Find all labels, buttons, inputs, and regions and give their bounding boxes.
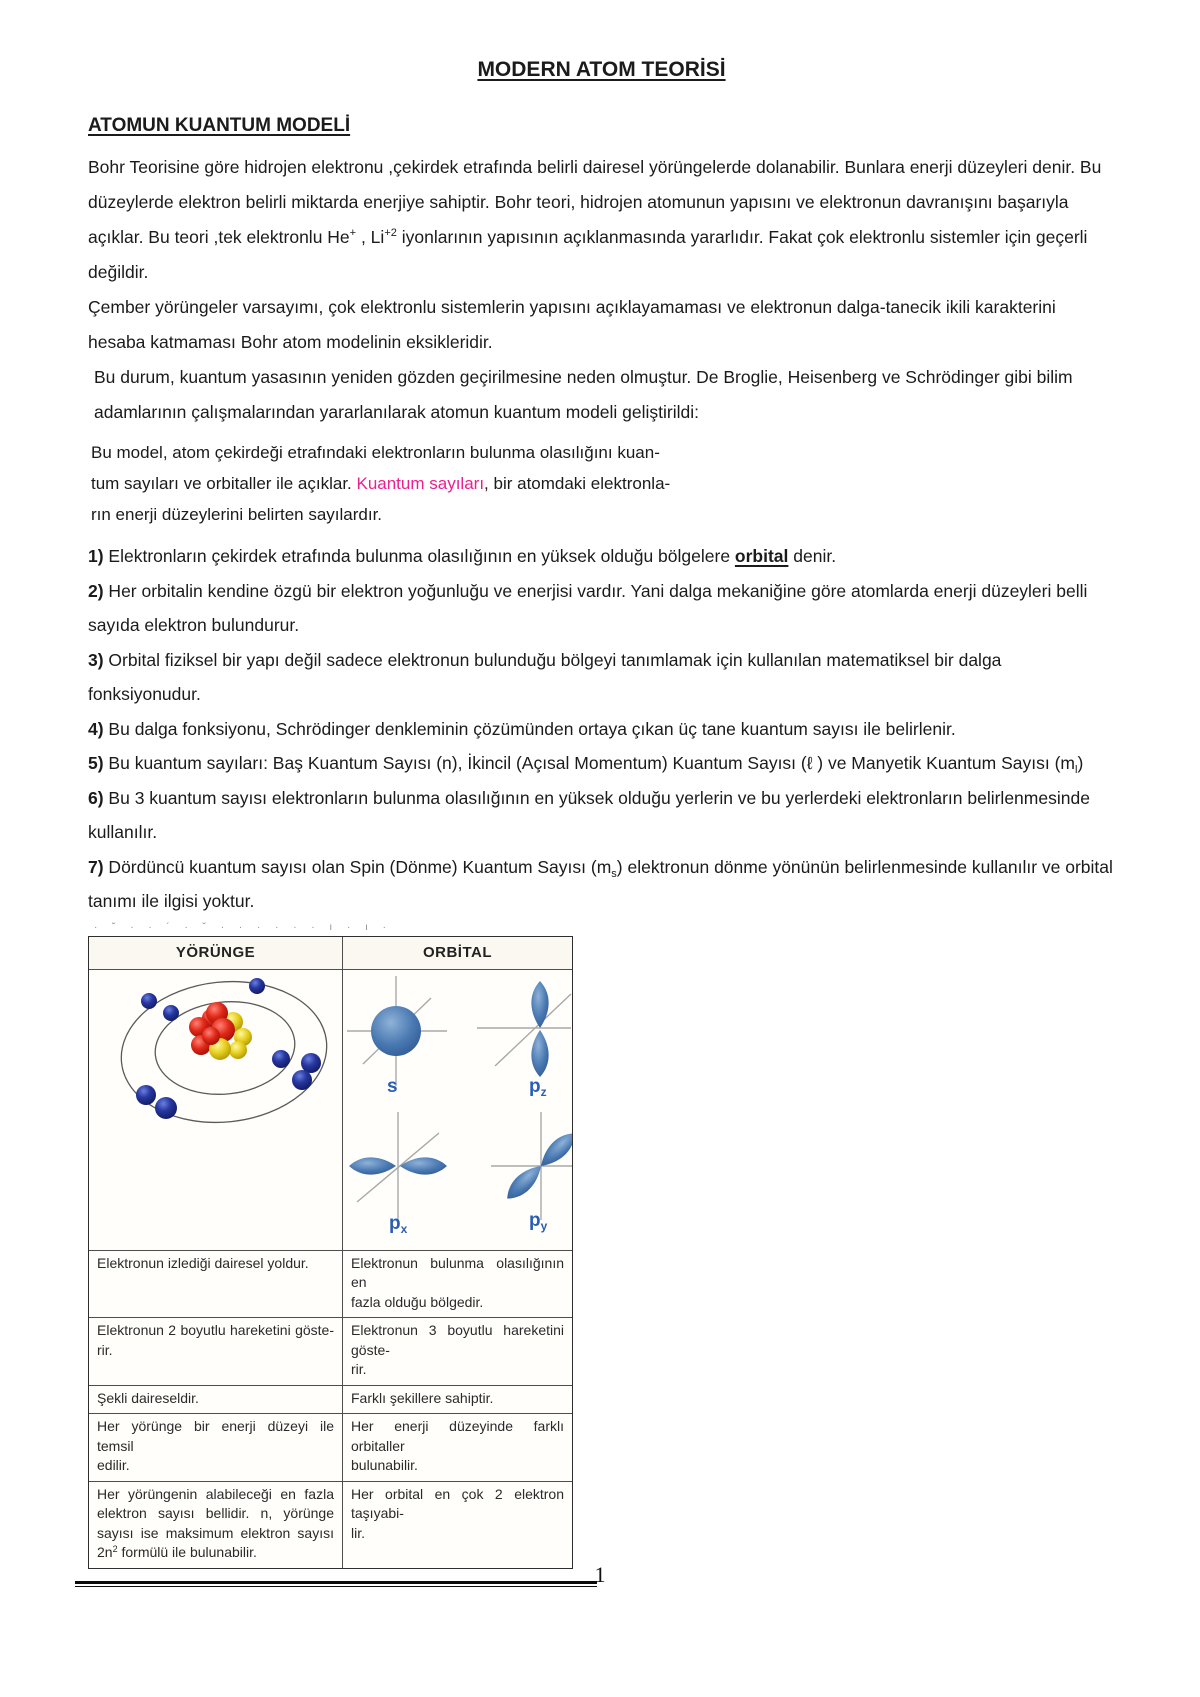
- table-row: Her yörüngenin alabileceği en fazla elektron sayısı bellidir. n, yörünge sayısı ise maksimum elektron sayısı $2n^2$ formülü ile bulunabilir. Her orbital en çok 2 elektron taşıyabi- lir.: [89, 1481, 572, 1568]
- s-orbital-shape: [347, 976, 447, 1086]
- paragraph-cember-yorungeler: Çember yörüngeler varsayımı, çok elektronlu sistemlerin yapısını açıklayamaması ve elektronun dalga-tanecik ikili karakterini hesaba katmaması Bohr atom modelinin eksikleridir.: [88, 297, 1056, 352]
- table-figure-row: [89, 969, 572, 1250]
- orbitals-figure: [343, 970, 572, 1250]
- page-number: 1: [594, 1562, 606, 1587]
- s-orbital-label: s: [387, 1075, 398, 1097]
- section-heading: ATOMUN KUANTUM MODELİ: [88, 115, 351, 136]
- pz-orbital-label: $p_z$: [529, 1075, 547, 1099]
- page-title: MODERN ATOM TEORİSİ: [477, 58, 726, 81]
- bohr-atom-figure: [89, 970, 343, 1250]
- he-plus-superscript: +: [349, 227, 357, 239]
- li-plus2-superscript: +2: [384, 227, 397, 239]
- comparison-table: [88, 936, 573, 1569]
- paragraph-bu-durum: Bu durum, kuantum yasasının yeniden gözden geçirilmesine neden olmuştur. De Broglie, Heisenberg ve Schrödinger gibi bilim adamlarının çalışmalarından yararlanılarak atomun kuantum modeli geliştirildi:: [94, 367, 1073, 422]
- numbered-list: [88, 539, 1115, 919]
- pz-orbital-shape: [477, 981, 571, 1077]
- 2n-squared-superscript: 2: [112, 1544, 118, 1554]
- cropped-text-fragment: · ˘ · · ´ · ˘ · · · · · · ı · ı ·: [94, 921, 392, 933]
- table-header-yorunge: YÖRÜNGE: [89, 937, 343, 969]
- highlight-kuantum-sayilari: Kuantum sayıları: [356, 474, 485, 493]
- py-orbital-shape: [491, 1112, 572, 1220]
- list-item-1: 1) Elektronların çekirdek etrafında bulunma olasılığının en yüksek olduğu bölgelere orbital denir.: [88, 546, 837, 566]
- list-item-2: 2) Her orbitalin kendine özgü bir elektron yoğunluğu ve enerjisi vardır. Yani dalga mekaniğine göre atomlarda enerji düzeyleri belli sayıda elektron bulundurur.: [88, 580, 1088, 635]
- table-header-row: [89, 937, 572, 969]
- table-row: Her yörünge bir enerji düzeyi ile temsil edilir. Her enerji düzeyinde farklı orbitaller bulunabilir.: [89, 1413, 572, 1481]
- paragraph-bohr-theory: Bohr Teorisine göre hidrojen elektronu ,çekirdek etrafında belirli dairesel yörüngelerde dolanabilir. Bunlara enerji düzeyleri denir. Bu düzeylerde elektron belirli miktarda enerjiye sahiptir. Bohr teori, hidrojen atomunun yapısını ve elektronun davranışını başarıyla açıklar. Bu teori ,tek elektronlu He+ , $Li^{+2}$ iyonlarının yapısının açıklanmasında yararlıdır. Fakat çok elektronlu sistemler için geçerli değildir.: [88, 157, 1102, 282]
- list-item-6: 6) Bu 3 kuantum sayısı elektronların bulunma olasılığının en yüksek olduğu yerlerin ve bu yerlerdeki elektronların belirlenmesinde kullanılır.: [88, 787, 1090, 842]
- table-header-orbital: ORBİTAL: [343, 937, 572, 969]
- orbital-emphasis: orbital: [734, 546, 789, 566]
- table-row: Elektronun 2 boyutlu hareketini göste- rir. Elektronun 3 boyutlu hareketini göste- rir.: [89, 1317, 572, 1385]
- paragraph-bu-model: Bu model, atom çekirdeği etrafındaki elektronların bulunma olasılığını kuan- tum sayıları ve orbitaller ile açıklar. Kuantum sayıları, bir atomdaki elektronla- rın enerji düzeylerini belirten sayılardır.: [91, 443, 671, 524]
- bohr-atom-svg: [89, 970, 343, 1250]
- list-item-4: 4) Bu dalga fonksiyonu, Schrödinger denkleminin çözümünden ortaya çıkan üç tane kuantum sayısı ile belirlenir.: [88, 718, 956, 739]
- py-orbital-label: $p_y$: [529, 1209, 548, 1233]
- table-row: Şekli daireseldir. Farklı şekillere sahiptir.: [89, 1385, 572, 1414]
- list-item-7: 7) Dördüncü kuantum sayısı olan Spin (Dönme) Kuantum Sayısı $(m_s)$ elektronun dönme yönünün belirlenmesinde kullanılır ve orbital tanımı ile ilgisi yoktur.: [88, 856, 1113, 911]
- ml-subscript: l: [1074, 764, 1078, 776]
- list-item-5: 5) Bu kuantum sayıları: Baş Kuantum Sayısı (n), İkincil (Açısal Momentum) Kuantum Sayısı (ℓ ) ve Manyetik Kuantum Sayısı $(m_l)$: [88, 753, 1084, 776]
- px-orbital-label: $p_x$: [389, 1212, 408, 1236]
- orbitals-svg: [343, 970, 572, 1250]
- list-item-3: 3) Orbital fiziksel bir yapı değil sadece elektronun bulunduğu bölgeyi tanımlamak için kullanılan matematiksel bir dalga fonksiyonudur.: [88, 649, 1002, 704]
- px-orbital-shape: [349, 1112, 447, 1222]
- table-row: Elektronun izlediği dairesel yoldur. Elektronun bulunma olasılığının en fazla olduğu bölgedir.: [89, 1250, 572, 1318]
- ms-subscript: s: [611, 867, 617, 880]
